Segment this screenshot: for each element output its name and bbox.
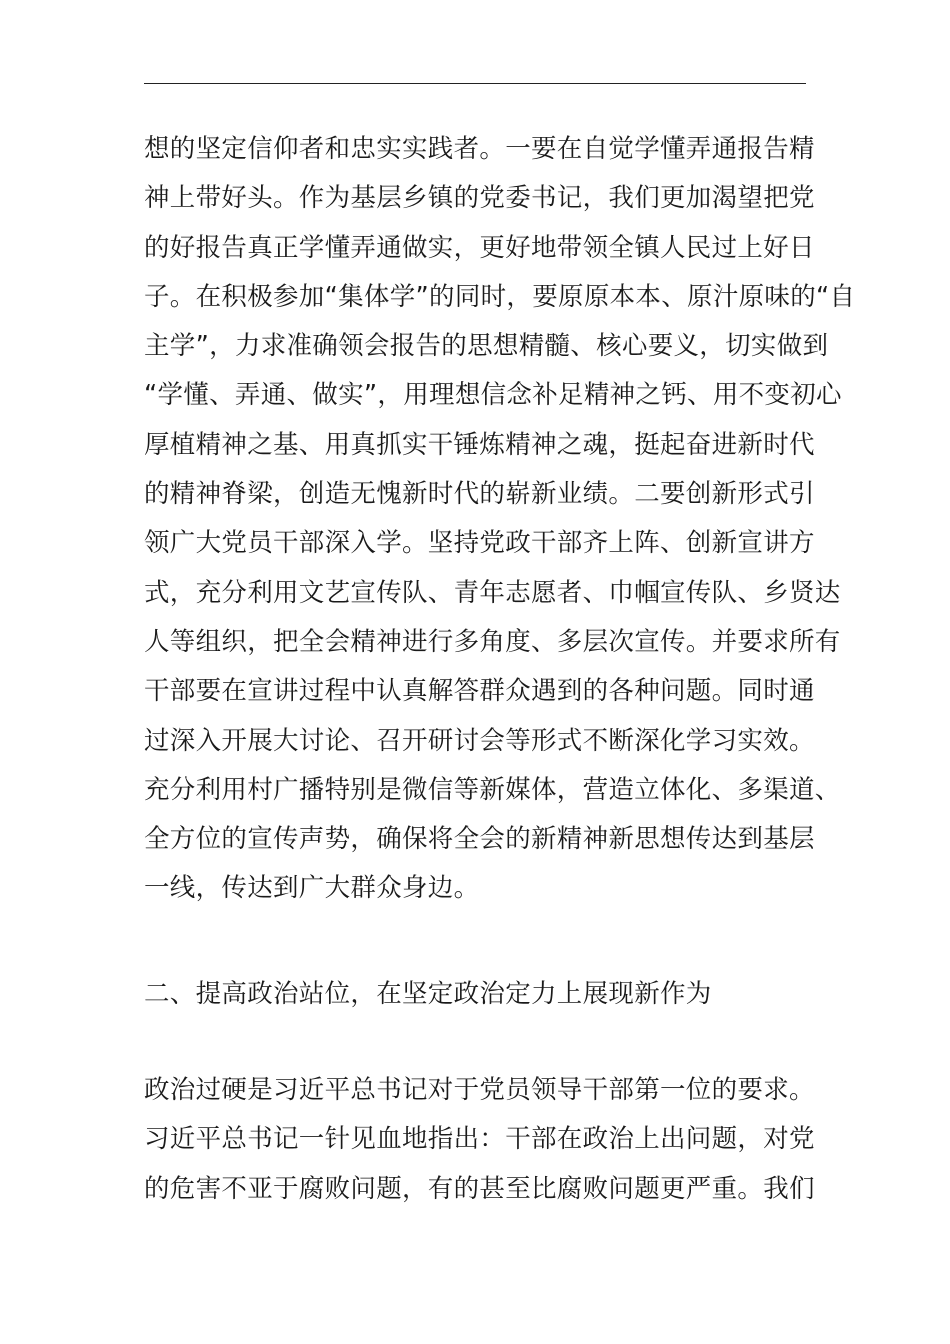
text-line: 的精神脊梁，创造无愧新时代的崭新业绩。二要创新形式引 bbox=[144, 479, 815, 510]
text-line: 厚植精神之基、用真抓实干锤炼精神之魂，挺起奋进新时代 bbox=[144, 429, 815, 460]
text-line: 主学”，力求准确领会报告的思想精髓、核心要义，切实做到 bbox=[144, 331, 829, 362]
section-heading-block bbox=[144, 970, 824, 1019]
text-line: 政治过硬是习近平总书记对于党员领导干部第一位的要求。 bbox=[144, 1075, 815, 1105]
text-line: 神上带好头。作为基层乡镇的党委书记，我们更加渴望把党 bbox=[144, 183, 815, 214]
text-line: 干部要在宣讲过程中认真解答群众遇到的各种问题。同时通 bbox=[144, 676, 815, 707]
text-line: “学懂、弄通、做实”，用理想信念补足精神之钙、用不变初心 bbox=[144, 380, 842, 411]
text-line: 人等组织，把全会精神进行多角度、多层次宣传。并要求所有 bbox=[144, 626, 841, 657]
text-line: 式，充分利用文艺宣传队、青年志愿者、巾帼宣传队、乡贤达 bbox=[144, 577, 841, 608]
text-line: 一线，传达到广大群众身边。 bbox=[144, 873, 480, 904]
text-line: 想的坚定信仰者和忠实实践者。一要在自觉学懂弄通报告精 bbox=[144, 134, 815, 164]
text-line: 全方位的宣传声势，确保将全会的新精神新思想传达到基层 bbox=[144, 824, 815, 855]
text-line: 的危害不亚于腐败问题，有的甚至比腐败问题更严重。我们 bbox=[144, 1173, 815, 1204]
text-line: 子。在积极参加“集体学”的同时，要原原本本、原汁原味的“自 bbox=[144, 281, 856, 312]
text-line: 的好报告真正学懂弄通做实，更好地带领全镇人民过上好日 bbox=[144, 232, 815, 263]
header-rule bbox=[144, 83, 806, 84]
paragraph-1 bbox=[144, 125, 856, 914]
text-line: 领广大党员干部深入学。坚持党政干部齐上阵、创新宣讲方 bbox=[144, 528, 815, 559]
paragraph-2 bbox=[144, 1066, 824, 1214]
section-heading: 二、提高政治站位，在坚定政治定力上展现新作为 bbox=[144, 979, 712, 1009]
text-line: 习近平总书记一针见血地指出：干部在政治上出问题，对党 bbox=[144, 1124, 815, 1155]
text-line: 过深入开展大讨论、召开研讨会等形式不断深化学习实效。 bbox=[144, 725, 815, 756]
text-line: 充分利用村广播特别是微信等新媒体，营造立体化、多渠道、 bbox=[144, 774, 841, 805]
